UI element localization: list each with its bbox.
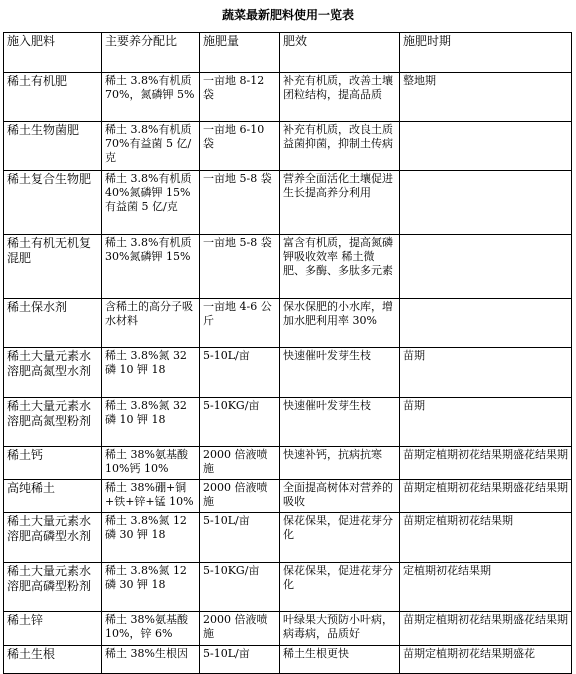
cell-nutrient-ratio: 稀土 38%氨基酸 10%，锌 6% [102,612,200,646]
cell-effect: 保花保果，促进花芽分化 [280,513,400,563]
cell-fertilizer: 稀土复合生物肥 [4,171,102,235]
cell-fertilizer: 稀土大量元素水溶肥高磷型粉剂 [4,563,102,612]
table-header-row [4,33,572,73]
cell-amount: 5-10L/亩 [200,348,280,398]
cell-amount: 2000 倍液喷施 [200,612,280,646]
table-row [4,447,572,480]
table-row [4,73,572,122]
header-fertilizer: 施入肥料 [4,33,102,73]
table-row [4,299,572,348]
header-effect: 肥效 [280,33,400,73]
cell-nutrient-ratio: 含稀土的高分子吸水材料 [102,299,200,348]
cell-period [400,171,572,235]
table-row [4,171,572,235]
header-amount: 施肥量 [200,33,280,73]
cell-effect: 叶绿果大预防小叶病，病毒病，品质好 [280,612,400,646]
cell-nutrient-ratio: 稀土 3.8%有机质 70%有益菌 5 亿/克 [102,122,200,171]
cell-amount: 一亩地 5-8 袋 [200,171,280,235]
cell-nutrient-ratio: 稀土 3.8%有机质 70%，氮磷钾 5% [102,73,200,122]
table-row [4,348,572,398]
cell-fertilizer: 稀土锌 [4,612,102,646]
cell-effect: 营养全面活化土壤促进生长提高养分利用 [280,171,400,235]
cell-amount: 5-10KG/亩 [200,398,280,447]
cell-nutrient-ratio: 稀土 3.8%有机质 30%氮磷钾 15% [102,235,200,299]
document-title: 蔬菜最新肥料使用一览表 [221,8,354,22]
cell-effect: 补充有机质，改善土壤团粒结构，提高品质 [280,73,400,122]
cell-amount: 一亩地 4-6 公斤 [200,299,280,348]
table-row [4,646,572,674]
cell-fertilizer: 稀土大量元素水溶肥高氮型粉剂 [4,398,102,447]
table-row [4,612,572,646]
cell-amount: 2000 倍液喷施 [200,447,280,480]
cell-fertilizer: 稀土生物菌肥 [4,122,102,171]
cell-nutrient-ratio: 稀土 38%硼+铜+铁+锌+锰 10% [102,480,200,513]
cell-nutrient-ratio: 稀土 3.8%氮 12 磷 30 钾 18 [102,563,200,612]
cell-effect: 补充有机质，改良土质益菌抑菌，抑制土传病 [280,122,400,171]
fertilizer-table [3,32,572,674]
cell-period: 苗期定植期初花结果期盛花结果期 [400,612,572,646]
table-row [4,563,572,612]
cell-nutrient-ratio: 稀土 3.8%氮 32 磷 10 钾 18 [102,348,200,398]
table-row [4,398,572,447]
cell-effect: 全面提高树体对营养的吸收 [280,480,400,513]
table-row [4,235,572,299]
cell-period: 整地期 [400,73,572,122]
header-nutrient-ratio: 主要养分配比 [102,33,200,73]
cell-amount: 2000 倍液喷施 [200,480,280,513]
cell-amount: 5-10L/亩 [200,646,280,674]
cell-amount: 5-10KG/亩 [200,563,280,612]
cell-fertilizer: 高纯稀土 [4,480,102,513]
cell-nutrient-ratio: 稀土 38%氨基酸 10%钙 10% [102,447,200,480]
cell-nutrient-ratio: 稀土 3.8%氮 32 磷 10 钾 18 [102,398,200,447]
cell-period [400,299,572,348]
cell-fertilizer: 稀土保水剂 [4,299,102,348]
table-row [4,480,572,513]
cell-period: 苗期定植期初花结果期盛花结果期 [400,480,572,513]
cell-period: 苗期定植期初花结果期盛花 [400,646,572,674]
cell-amount: 一亩地 8-12 袋 [200,73,280,122]
cell-fertilizer: 稀土有机无机复混肥 [4,235,102,299]
cell-amount: 一亩地 5-8 袋 [200,235,280,299]
cell-nutrient-ratio: 稀土 3.8%有机质 40%氮磷钾 15%有益菌 5 亿/克 [102,171,200,235]
table-row [4,122,572,171]
cell-amount: 一亩地 6-10 袋 [200,122,280,171]
cell-effect: 快速催叶发芽生枝 [280,348,400,398]
cell-amount: 5-10L/亩 [200,513,280,563]
cell-nutrient-ratio: 稀土 38%生根因 [102,646,200,674]
cell-period: 定植期初花结果期 [400,563,572,612]
cell-fertilizer: 稀土钙 [4,447,102,480]
cell-effect: 富含有机质，提高氮磷钾吸收效率 稀土微肥、多酶、多肽多元素 [280,235,400,299]
table-row [4,513,572,563]
cell-fertilizer: 稀土生根 [4,646,102,674]
cell-fertilizer: 稀土有机肥 [4,73,102,122]
cell-period: 苗期定植期初花结果期 [400,513,572,563]
cell-effect: 保水保肥的小水库，增加水肥利用率 30% [280,299,400,348]
header-period: 施肥时期 [400,33,572,73]
cell-period: 苗期定植期初花结果期盛花结果期 [400,447,572,480]
cell-period: 苗期 [400,398,572,447]
cell-effect: 保花保果，促进花芽分化 [280,563,400,612]
cell-period [400,122,572,171]
cell-effect: 快速补钙，抗病抗寒 [280,447,400,480]
cell-fertilizer: 稀土大量元素水溶肥高磷型水剂 [4,513,102,563]
cell-effect: 稀土生根更快 [280,646,400,674]
cell-effect: 快速催叶发芽生枝 [280,398,400,447]
cell-fertilizer: 稀土大量元素水溶肥高氮型水剂 [4,348,102,398]
cell-period: 苗期 [400,348,572,398]
cell-nutrient-ratio: 稀土 3.8%氮 12 磷 30 钾 18 [102,513,200,563]
cell-period [400,235,572,299]
